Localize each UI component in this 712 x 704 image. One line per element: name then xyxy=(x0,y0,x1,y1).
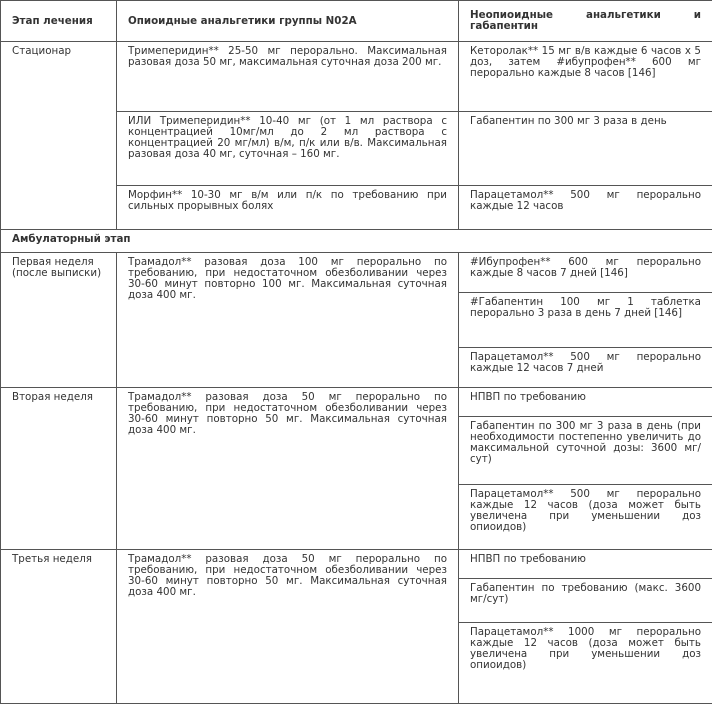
nonopioid-cell: Габапентин по требованию (макс. 3600 мг/сут) xyxy=(459,579,712,623)
week2-row-1 xyxy=(1,388,712,417)
opioid-cell: Тримеперидин** 25-50 мг перорально. Максимальная разовая доза 50 мг, максимальная суточная доза 200 мг. xyxy=(117,42,459,112)
nonopioid-cell: Кеторолак** 15 мг в/в каждые 6 часов х 5 доз, затем #ибупрофен** 600 мг перорально каждые 8 часов [146] xyxy=(459,42,712,112)
stationary-row-1 xyxy=(1,42,712,112)
opioid-cell: Морфин** 10-30 мг в/м или п/к по требованию при сильных прорывных болях xyxy=(117,186,459,230)
nonopioid-cell: Парацетамол** 500 мг перорально каждые 12 часов (доза может быть увеличена при уменьшении доз опиоидов) xyxy=(459,485,712,550)
opioid-cell: ИЛИ Тримеперидин** 10-40 мг (от 1 мл раствора с концентрацией 10мг/мл до 2 мл раствора с концентрацией 20 мг/мл) в/м, п/к или в/в. Максимальная разовая доза 40 мг, суточная – 160 мг. xyxy=(117,112,459,186)
week3-row-1 xyxy=(1,550,712,579)
nonopioid-cell: Парацетамол** 500 мг перорально каждые 12 часов 7 дней xyxy=(459,348,712,388)
opioid-cell: Трамадол** разовая доза 100 мг перорально по требованию, при недостаточном обезболивании через 30-60 минут повторно 100 мг. Максимальная суточная доза 400 мг. xyxy=(117,253,459,388)
header-stage: Этап лечения xyxy=(1,1,117,42)
opioid-cell: Трамадол** разовая доза 50 мг перорально по требованию, при недостаточном обезболивании через 30-60 минут повторно 50 мг. Максимальная суточная доза 400 мг. xyxy=(117,388,459,550)
stage-week3: Третья неделя xyxy=(1,550,117,704)
nonopioid-cell: НПВП по требованию xyxy=(459,550,712,579)
nonopioid-cell: #Габапентин 100 мг 1 таблетка перорально 3 раза в день 7 дней [146] xyxy=(459,293,712,348)
opioid-cell: Трамадол** разовая доза 50 мг перорально по требованию, при недостаточном обезболивании через 30-60 минут повторно 50 мг. Максимальная суточная доза 400 мг. xyxy=(117,550,459,704)
section-ambulatory xyxy=(1,230,712,253)
nonopioid-cell: Парацетамол** 500 мг перорально каждые 12 часов xyxy=(459,186,712,230)
header-opioids: Опиоидные анальгетики группы N02A xyxy=(117,1,459,42)
stage-stationary: Стационар xyxy=(1,42,117,230)
section-title: Амбулаторный этап xyxy=(1,230,712,253)
stage-week2: Вторая неделя xyxy=(1,388,117,550)
nonopioid-cell: Габапентин по 300 мг 3 раза в день (при необходимости постепенно увеличить до максимальной суточной дозы: 3600 мг/сут) xyxy=(459,417,712,485)
week1-row-1 xyxy=(1,253,712,293)
nonopioid-cell: Габапентин по 300 мг 3 раза в день xyxy=(459,112,712,186)
nonopioid-cell: Парацетамол** 1000 мг перорально каждые 12 часов (доза может быть увеличена при уменьшении доз опиоидов) xyxy=(459,623,712,704)
header-row xyxy=(1,1,712,42)
nonopioid-cell: НПВП по требованию xyxy=(459,388,712,417)
nonopioid-cell: #Ибупрофен** 600 мг перорально каждые 8 часов 7 дней [146] xyxy=(459,253,712,293)
stage-week1: Первая неделя (после выписки) xyxy=(1,253,117,388)
header-nonopioids: Неопиоидные анальгетики и габапентин xyxy=(459,1,712,42)
